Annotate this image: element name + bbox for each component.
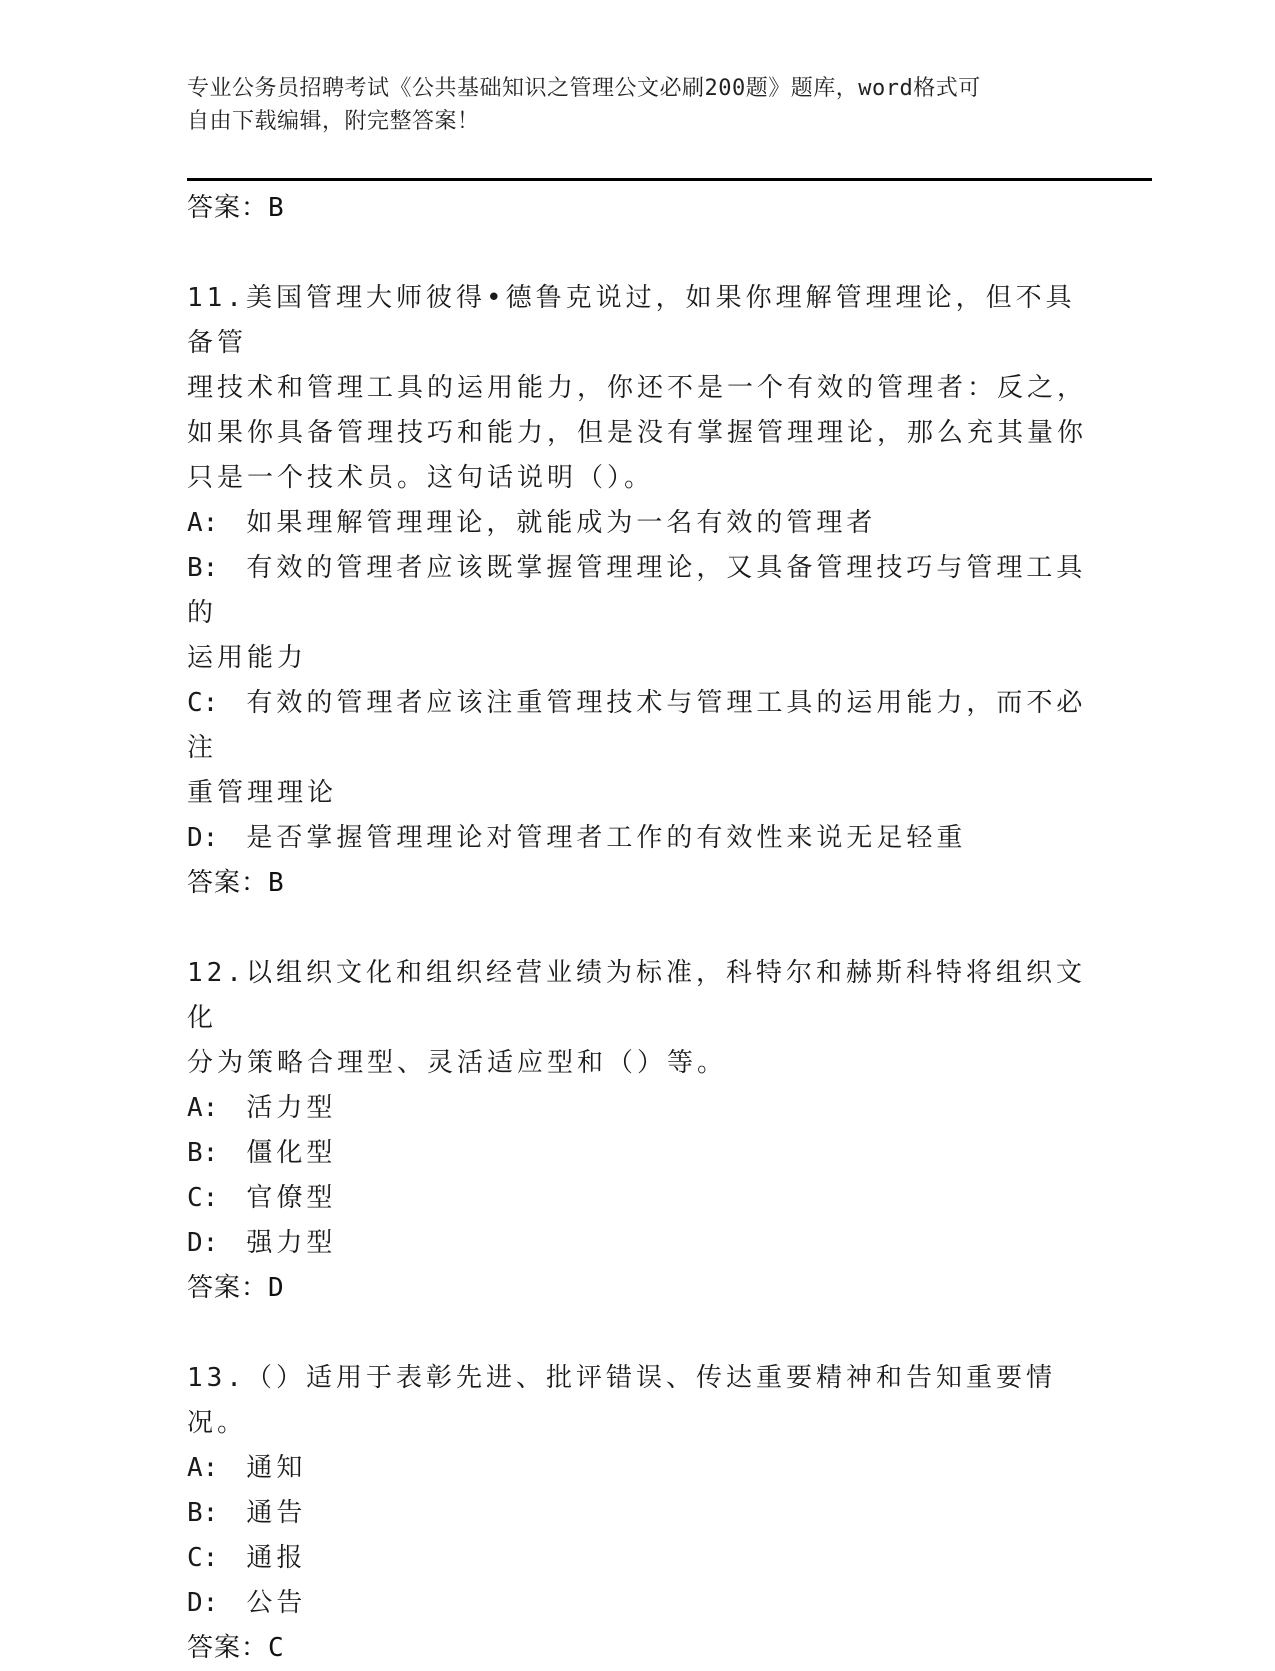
option-a <box>187 501 1087 546</box>
option-key: A: <box>187 1093 219 1123</box>
spacer <box>187 231 1087 276</box>
question-block <box>187 276 1087 906</box>
question-line: 13.（）适用于表彰先进、批评错误、传达重要精神和告知重要情况。 <box>187 1363 1056 1438</box>
option-text: 通知 <box>246 1453 307 1483</box>
question-line: 分为策略合理型、灵活适应型和（）等。 <box>187 1048 728 1078</box>
option-key: B: <box>187 1138 219 1168</box>
previous-answer: 答案：B <box>187 193 285 223</box>
option-c <box>187 681 1087 771</box>
option-text: 通报 <box>246 1543 307 1573</box>
option-key: B: <box>187 553 219 583</box>
option-text: 如果理解管理理论，就能成为一名有效的管理者 <box>246 508 877 538</box>
question-line: 12.以组织文化和组织经营业绩为标准，科特尔和赫斯科特将组织文化 <box>187 958 1086 1033</box>
question-list <box>187 186 1087 1671</box>
question-line: 如果你具备管理技巧和能力，但是没有掌握管理理论，那么充其量你 <box>187 418 1088 448</box>
option-b <box>187 1491 1087 1536</box>
option-text: 强力型 <box>246 1228 337 1258</box>
header-line-1: 专业公务员招聘考试《公共基础知识之管理公文必刷200题》题库，word格式可 <box>187 76 981 101</box>
option-text: 通告 <box>246 1498 307 1528</box>
option-key: A: <box>187 508 219 538</box>
option-c-continued: 重管理理论 <box>187 778 338 808</box>
option-key: C: <box>187 1183 219 1213</box>
option-b <box>187 546 1087 636</box>
option-text: 有效的管理者应该注重管理技术与管理工具的运用能力，而不必注 <box>187 688 1087 763</box>
option-d <box>187 1221 1087 1266</box>
option-a <box>187 1446 1087 1491</box>
question-line: 理技术和管理工具的运用能力，你还不是一个有效的管理者：反之， <box>187 373 1088 403</box>
option-key: D: <box>187 1588 219 1618</box>
answer-line: 答案：C <box>187 1633 285 1663</box>
answer-line: 答案：B <box>187 868 285 898</box>
option-a <box>187 1086 1087 1131</box>
question-block <box>187 1356 1087 1671</box>
option-d <box>187 1581 1087 1626</box>
option-key: C: <box>187 1543 219 1573</box>
option-text: 僵化型 <box>246 1138 337 1168</box>
option-c <box>187 1176 1087 1221</box>
question-line: 只是一个技术员。这句话说明（）。 <box>187 463 655 493</box>
option-key: D: <box>187 823 219 853</box>
option-text: 有效的管理者应该既掌握管理理论，又具备管理技巧与管理工具的 <box>187 553 1087 628</box>
question-block <box>187 951 1087 1311</box>
option-d <box>187 816 1087 861</box>
answer-line: 答案：D <box>187 1273 285 1303</box>
option-c <box>187 1536 1087 1581</box>
option-key: B: <box>187 1498 219 1528</box>
spacer <box>187 1311 1087 1356</box>
option-text: 是否掌握管理理论对管理者工作的有效性来说无足轻重 <box>246 823 967 853</box>
option-b-continued: 运用能力 <box>187 643 308 673</box>
option-text: 活力型 <box>246 1093 337 1123</box>
question-line: 11.美国管理大师彼得•德鲁克说过，如果你理解管理理论，但不具备管 <box>187 283 1076 358</box>
spacer <box>187 906 1087 951</box>
option-key: A: <box>187 1453 219 1483</box>
option-key: C: <box>187 688 219 718</box>
option-key: D: <box>187 1228 219 1258</box>
option-text: 官僚型 <box>246 1183 337 1213</box>
header-line-2: 自由下载编辑，附完整答案！ <box>187 109 480 134</box>
option-b <box>187 1131 1087 1176</box>
header-divider <box>187 178 1152 181</box>
option-text: 公告 <box>246 1588 307 1618</box>
document-header <box>187 72 1067 138</box>
